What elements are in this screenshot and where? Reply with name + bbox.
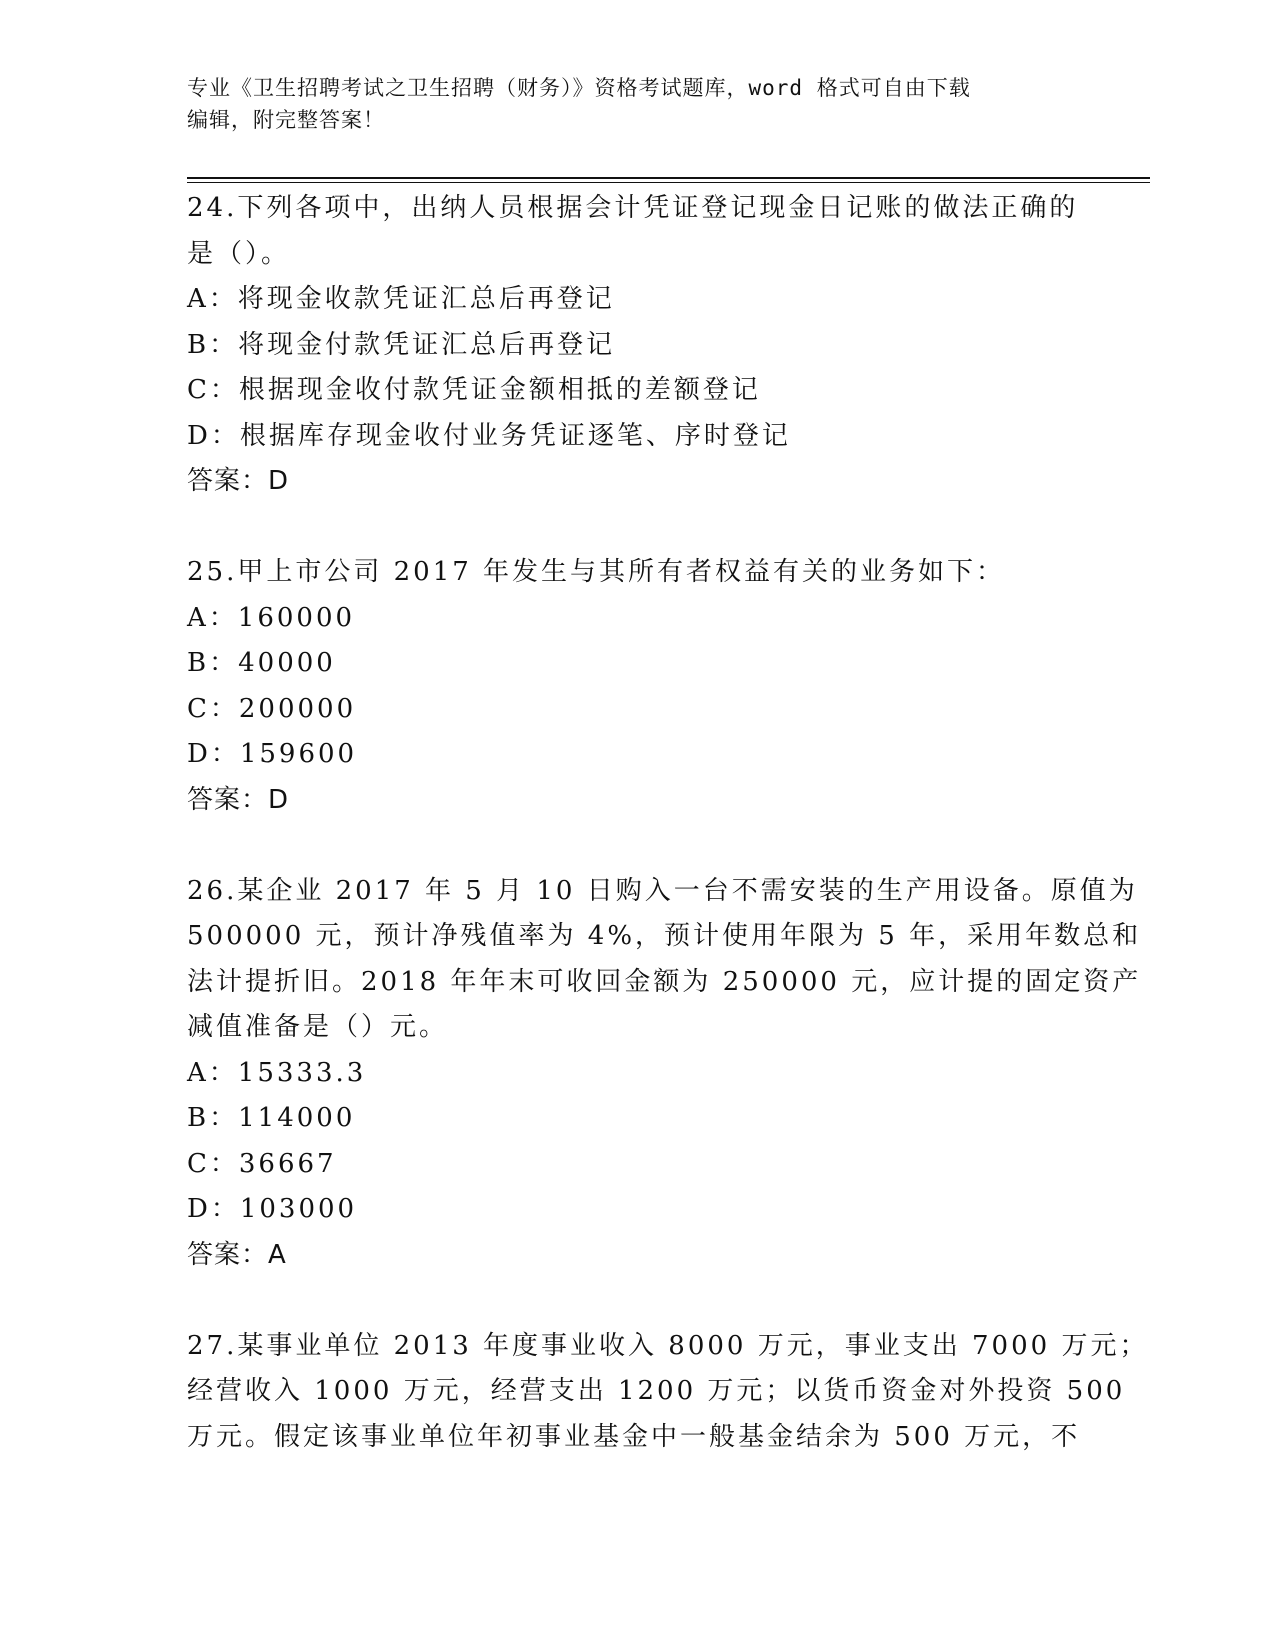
spacer [187,505,1087,551]
question-27 [187,1324,1149,1461]
question-stem-line: 万元。假定该事业单位年初事业基金中一般基金结余为 500 万元，不 [187,1421,1081,1452]
answer: 答案：D [187,784,290,815]
question-24 [187,186,1087,505]
question-stem-line: 24.下列各项中，出纳人员根据会计凭证登记现金日记账的做法正确的 [187,193,1079,223]
option-d: D：103000 [187,1194,358,1224]
question-26 [187,869,1142,1279]
option-c: C：200000 [187,693,357,724]
option-c: C：根据现金收付款凭证金额相抵的差额登记 [187,375,761,405]
spacer [187,823,1087,869]
question-stem-line: 是（）。 [187,238,291,269]
option-b: B：114000 [187,1103,356,1133]
question-list [187,186,1149,1460]
option-c: C：36667 [187,1148,337,1179]
question-stem-line: 减值准备是（）元。 [187,1012,449,1042]
answer: 答案：A [187,1239,287,1270]
question-stem-line: 500000 元，预计净残值率为 4%，预计使用年限为 5 年，采用年数总和 [187,921,1142,951]
question-stem-line: 26.某企业 2017 年 5 月 10 日购入一台不需安装的生产用设备。原值为 [187,875,1138,906]
option-a: A：15333.3 [187,1057,367,1088]
option-b: B：40000 [187,648,336,678]
answer: 答案：D [187,466,290,496]
question-25 [187,550,1087,823]
question-stem-line: 27.某事业单位 2013 年度事业收入 8000 万元，事业支出 7000 万元； [187,1330,1149,1361]
header-divider-thick [187,177,1150,179]
option-d: D：159600 [187,739,358,769]
question-stem-line: 经营收入 1000 万元，经营支出 1200 万元；以货币资金对外投资 500 [187,1376,1126,1406]
header-divider-thin [187,182,1150,183]
spacer [187,1278,1087,1324]
option-d: D：根据库存现金收付业务凭证逐笔、序时登记 [187,420,791,451]
option-b: B：将现金付款凭证汇总后再登记 [187,329,616,360]
header-line-1: 专业《卫生招聘考试之卫生招聘（财务）》资格考试题库，word 格式可自由下载 [187,76,971,100]
document-header [187,72,1067,136]
header-line-2: 编辑，附完整答案！ [187,108,385,132]
question-stem-line: 法计提折旧。2018 年年末可收回金额为 250000 元，应计提的固定资产 [187,966,1142,997]
option-a: A：将现金收款凭证汇总后再登记 [187,284,615,314]
question-stem-line: 25.甲上市公司 2017 年发生与其所有者权益有关的业务如下： [187,557,1006,587]
option-a: A：160000 [187,602,356,633]
